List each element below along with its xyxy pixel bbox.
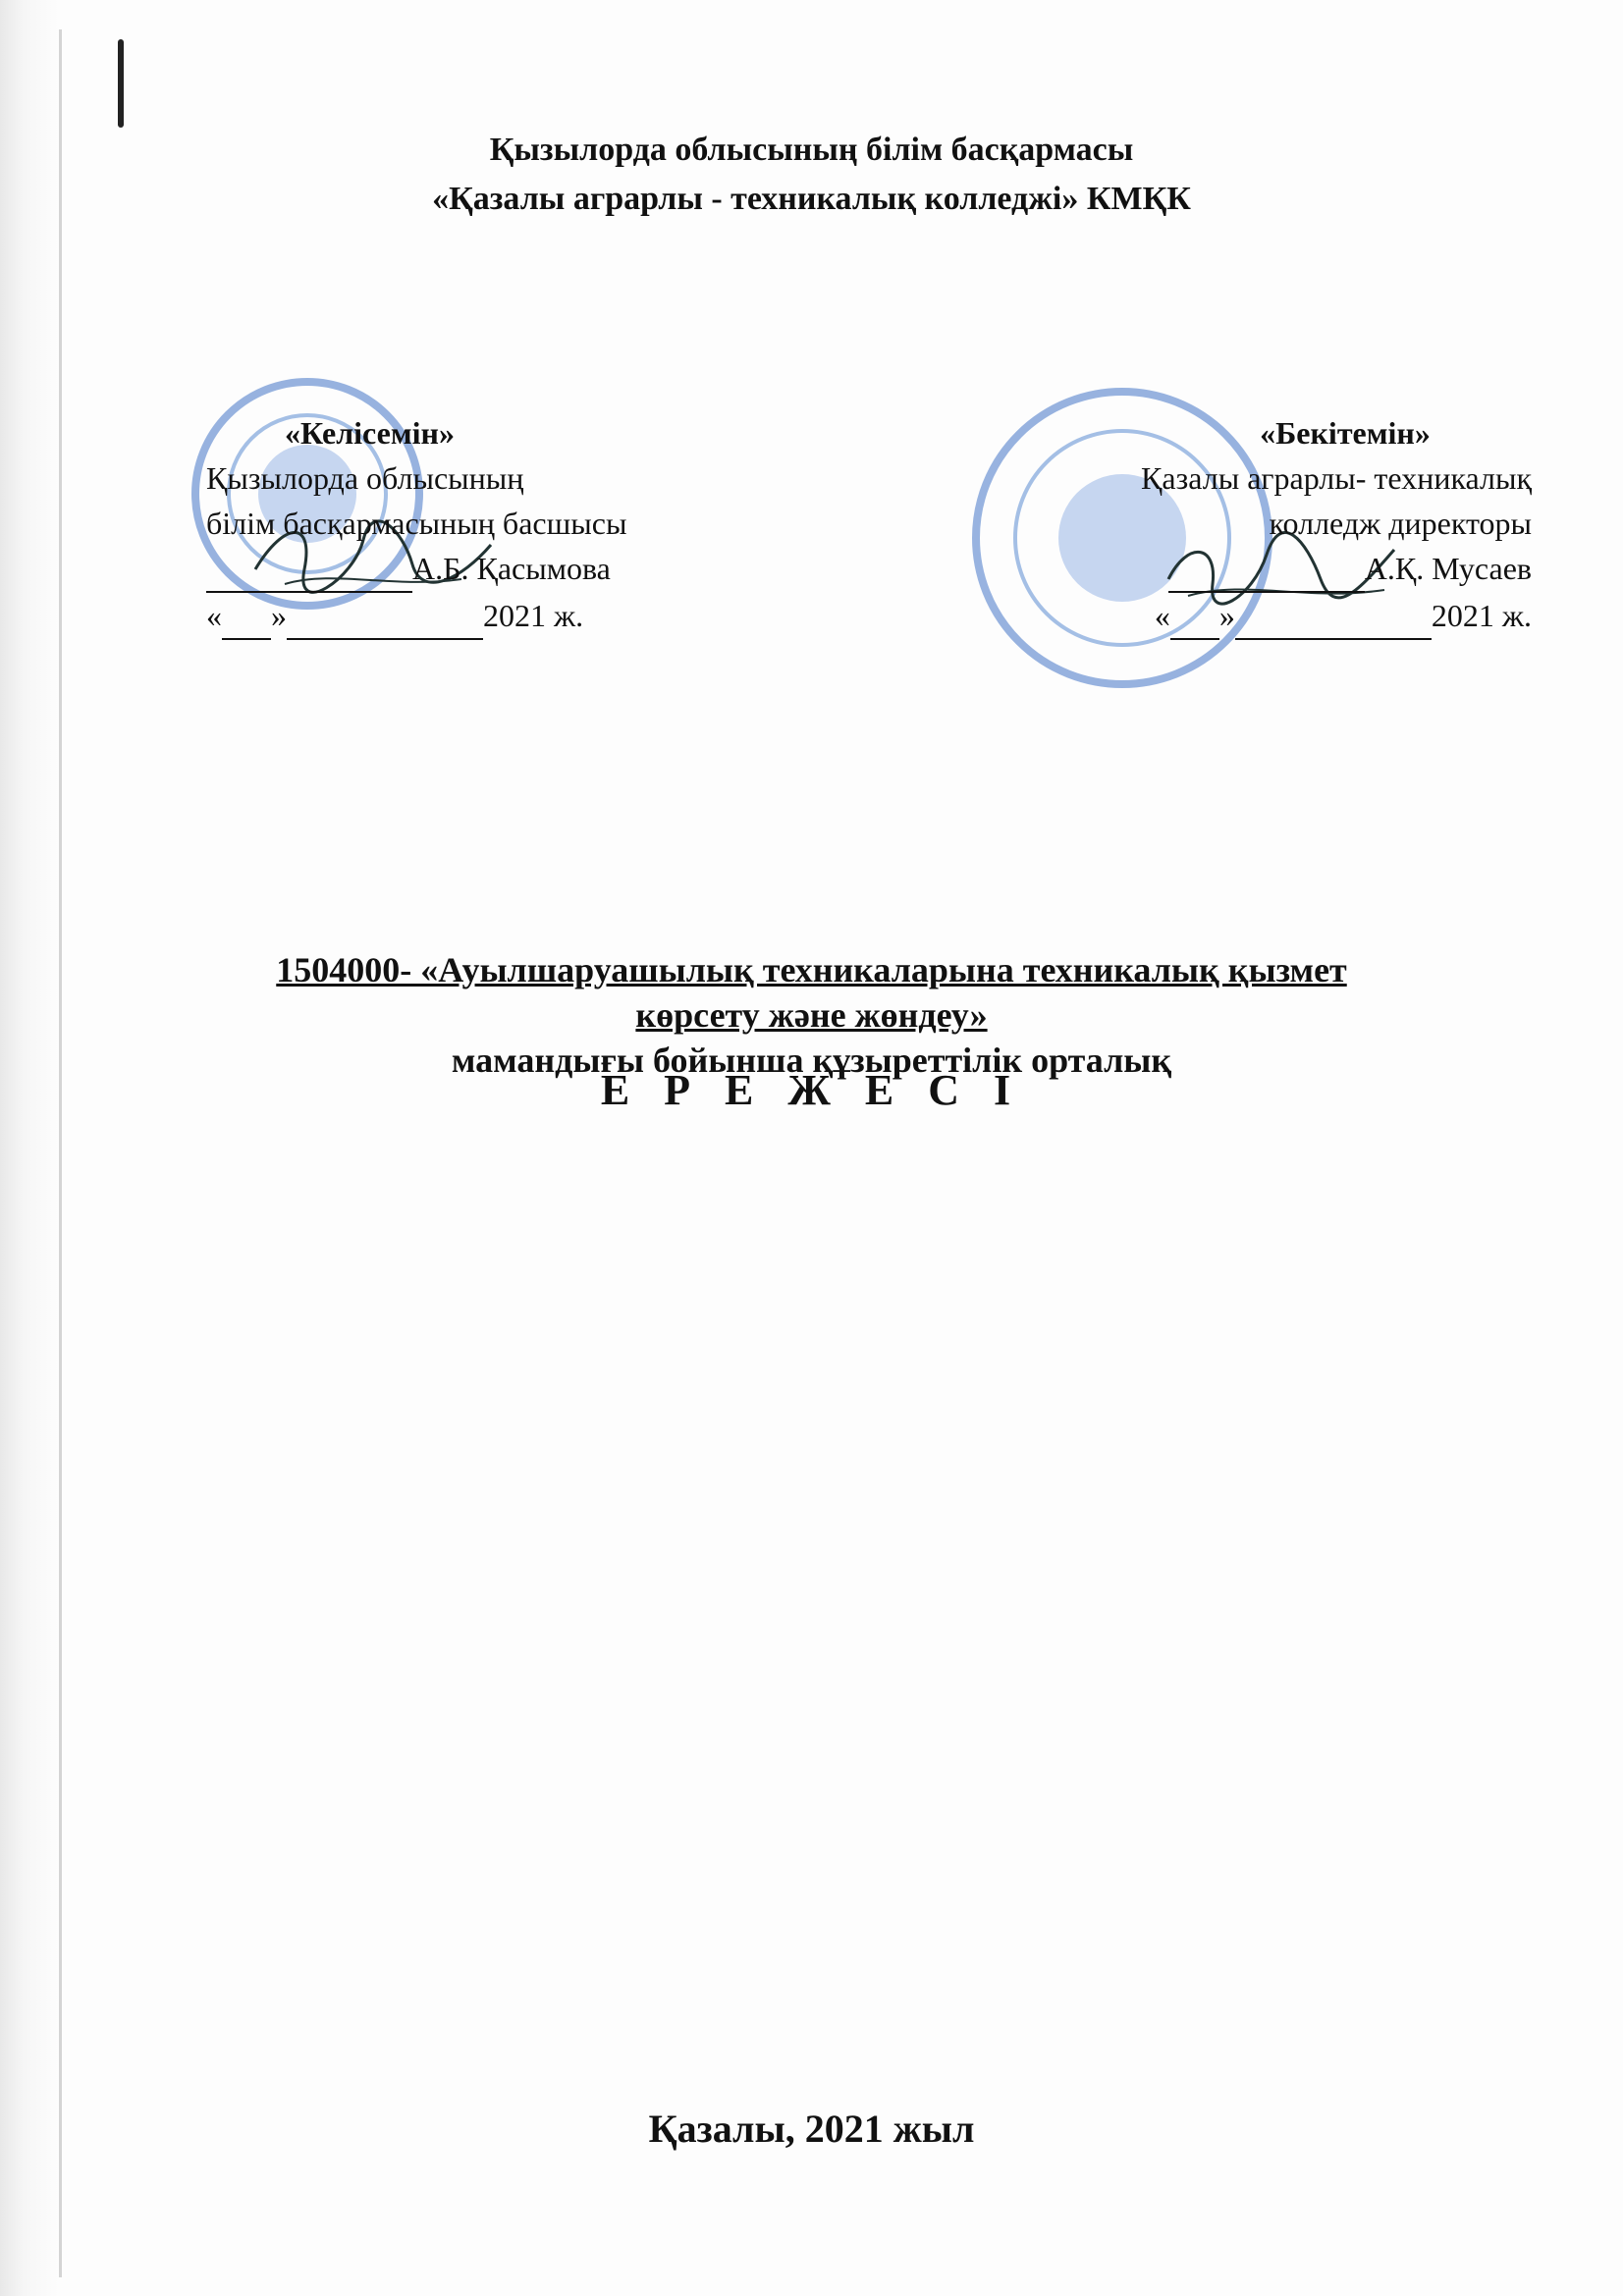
approval-right-signature-line <box>1051 546 1532 593</box>
approval-block-left <box>206 410 756 640</box>
approval-left-year: 2021 ж. <box>483 598 584 633</box>
place-year-footer: Қазалы, 2021 жыл <box>648 2107 975 2151</box>
approval-block-right <box>1051 410 1532 640</box>
scan-mark <box>118 39 124 128</box>
scan-edge-shadow <box>0 0 59 2296</box>
organization-header <box>0 126 1623 224</box>
approval-left-title: «Келісемін» <box>285 415 455 451</box>
approval-left-signer: А.Б. Қасымова <box>412 551 611 586</box>
approval-left-signature-line <box>206 546 756 593</box>
document-title: Е Р Е Ж Е С І <box>600 1066 1023 1114</box>
header-line-1: Қызылорда облысының білім басқармасы <box>489 132 1134 168</box>
approval-left-date-line: « » 2021 ж. <box>206 593 756 640</box>
specialty-line-2: көрсету және жөндеу» <box>635 995 988 1035</box>
approval-right-date-line: « » 2021 ж. <box>1051 593 1532 640</box>
bleed-through-text <box>196 196 1473 393</box>
approval-right-line-1: Қазалы аграрлы- техникалық <box>1141 460 1532 496</box>
approval-right-signer: А.Қ. Мусаев <box>1364 551 1532 586</box>
approval-right-line-2: колледж директоры <box>1269 506 1532 541</box>
scan-margin-line <box>59 29 62 2277</box>
specialty-line-1: 1504000- «Ауылшаруашылық техникаларына техникалық қызмет <box>276 950 1347 989</box>
specialty-line-3: мамандығы бойынша құзыреттілік орталық <box>451 1041 1172 1080</box>
specialty-title <box>0 947 1623 1083</box>
approval-left-line-2: білім басқармасының басшысы <box>206 506 627 541</box>
approval-right-title: «Бекітемін» <box>1260 415 1431 451</box>
approval-left-line-1: Қызылорда облысының <box>206 460 524 496</box>
header-line-2: «Қазалы аграрлы - техникалық колледжі» КМҚК <box>432 181 1191 217</box>
approval-right-year: 2021 ж. <box>1431 598 1532 633</box>
